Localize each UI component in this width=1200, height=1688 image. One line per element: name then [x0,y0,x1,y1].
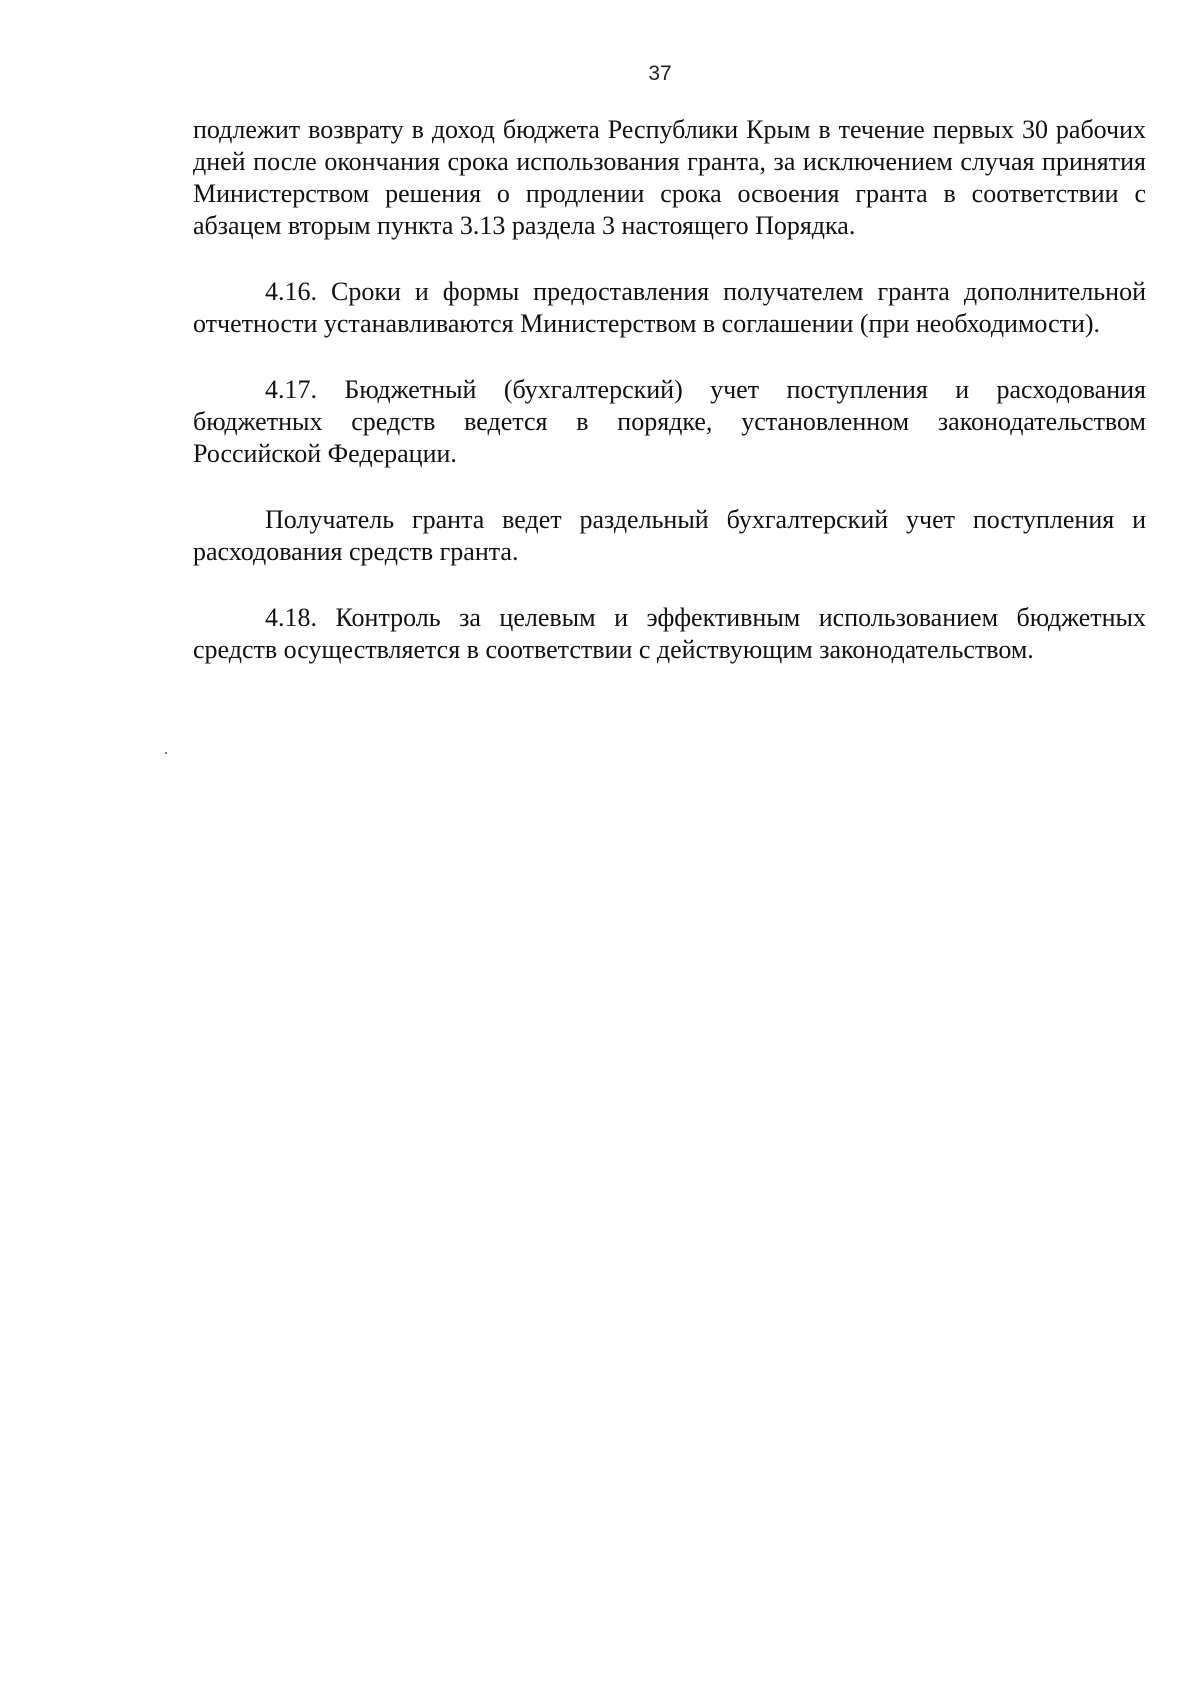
paragraph-separate-accounting: Получатель гранта ведет раздельный бухгалтерский учет поступления и расходования средств гранта. [193,505,1146,566]
paragraph-4-17: 4.17. Бюджетный (бухгалтерский) учет поступления и расходования бюджетных средств ведется в порядке, установленном законодательством Российской Федерации. [193,375,1146,468]
paragraph-4-16: 4.16. Сроки и формы предоставления получателем гранта дополнительной отчетности устанавливаются Министерством в соглашении (при необходимости). [193,277,1146,338]
document-body [193,114,1146,666]
paragraph-continuation: подлежит возврату в доход бюджета Республики Крым в течение первых 30 рабочих дней после окончания срока использования гранта, за исключением случая принятия Министерством решения о продлении срока освоения гранта в соответствии с абзацем вторым пункта 3.13 раздела 3 настоящего Порядка. [193,115,1146,240]
scan-speck [165,752,167,754]
paragraph-4-18: 4.18. Контроль за целевым и эффективным использованием бюджетных средств осуществляется в соответствии с действующим законодательством. [193,603,1146,664]
page-number: 37 [648,62,672,85]
